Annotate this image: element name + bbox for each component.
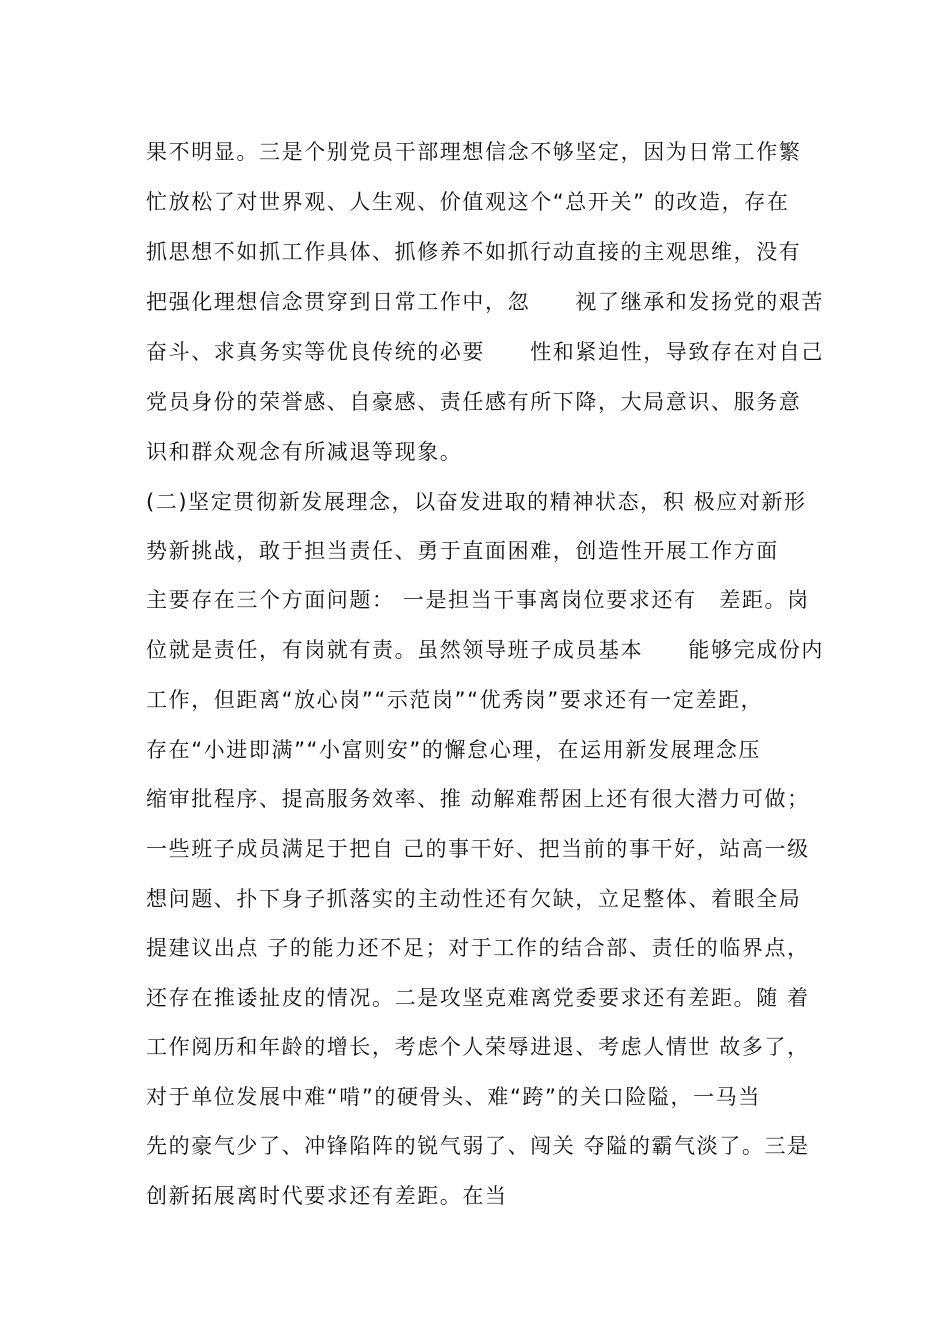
text-line: 忙放松了对世界观、人生观、价值观这个“总开关” 的改造，存在 (146, 190, 790, 214)
text-line: 把强化理想信念贯穿到日常工作中，忽 视了继承和发扬党的艰苦 (146, 290, 824, 314)
section-heading-line: (二)坚定贯彻新发展理念，以奋发进取的精神状态，积 极应对新形 (146, 490, 807, 514)
text-line: 工作，但距离“放心岗”“示范岗”“优秀岗”要求还有一定差距， (146, 688, 764, 712)
text-line: 识和群众观念有所减退等现象。 (146, 440, 463, 464)
text-line: 党员身份的荣誉感、自豪感、责任感有所下降，大局意识、服务意 (146, 390, 802, 414)
text-line: 工作阅历和年龄的增长，考虑个人荣辱进退、考虑人情世 故多了， (146, 1035, 810, 1059)
text-line: 对于单位发展中难“啃”的硬骨头、难“跨”的关口险隘，一马当 (146, 1085, 761, 1109)
text-line: 缩审批程序、提高服务效率、推 动解难帮困上还有很大潜力可做； (146, 787, 810, 811)
text-line: 先的豪气少了、冲锋陷阵的锐气弱了、闯关 夺隘的霸气淡了。三是 (146, 1134, 810, 1158)
text-line: 果不明显。三是个别党员干部理想信念不够坚定，因为日常工作繁 (146, 140, 802, 164)
text-line: 一些班子成员满足于把自 己的事干好、把当前的事干好，站高一级 (146, 837, 810, 861)
text-line: 主要存在三个方面问题： 一是担当干事离岗位要求还有 差距。岗 (146, 588, 810, 612)
text-line: 想问题、扑下身子抓落实的主动性还有欠缺，立足整体、着眼全局 (146, 887, 802, 911)
text-line: 抓思想不如抓工作具体、抓修养不如抓行动直接的主观思维，没有 (146, 240, 802, 264)
text-line: 提建议出点 子的能力还不足；对于工作的结合部、责任的临界点， (146, 936, 810, 960)
text-line: 位就是责任，有岗就有责。虽然领导班子成员基本 能够完成份内 (146, 638, 824, 662)
text-line: 势新挑战，敢于担当责任、勇于直面困难，创造性开展工作方面 (146, 539, 779, 563)
text-line: 还存在推诿扯皮的情况。二是攻坚克难离党委要求还有差距。随 着 (146, 986, 810, 1010)
text-line: 存在“小进即满”“小富则安”的懈怠心理，在运用新发展理念压 (146, 738, 761, 762)
text-line: 奋斗、求真务实等优良传统的必要 性和紧迫性，导致存在对自己 (146, 340, 824, 364)
text-line: 创新拓展离时代要求还有差距。在当 (146, 1184, 508, 1208)
